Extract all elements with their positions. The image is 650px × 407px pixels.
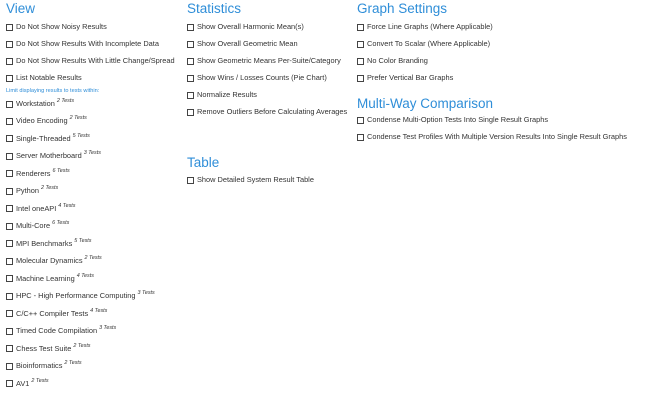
option-label: Condense Multi-Option Tests Into Single Result Graphs: [367, 115, 549, 124]
checkbox[interactable]: [6, 58, 13, 65]
checkbox[interactable]: [357, 134, 364, 141]
option-no-color-branding[interactable]: [357, 55, 650, 67]
suite-test-count: 4 Tests: [76, 272, 94, 279]
suite-name: Timed Code Compilation: [16, 326, 98, 336]
checkbox[interactable]: [187, 58, 194, 65]
suite-list: [6, 98, 186, 390]
suite-test-count: 2 Tests: [84, 255, 102, 262]
suite-item[interactable]: [6, 115, 186, 127]
checkbox[interactable]: [357, 41, 364, 48]
suite-name: Workstation: [16, 99, 55, 108]
checkbox[interactable]: [187, 75, 194, 82]
option-harmonic-mean[interactable]: [187, 21, 357, 33]
option-condense-test-profiles[interactable]: [357, 131, 650, 143]
suite-name: Server Motherboard: [16, 151, 82, 161]
multi-way-options: [357, 114, 650, 143]
suite-test-count: 6 Tests: [52, 220, 70, 227]
graph-settings-heading: Graph Settings: [357, 1, 448, 16]
checkbox[interactable]: [6, 345, 13, 352]
checkbox[interactable]: [357, 24, 364, 31]
checkbox[interactable]: [6, 24, 13, 31]
option-remove-outliers[interactable]: [187, 106, 357, 118]
checkbox[interactable]: [6, 258, 13, 265]
suite-test-count: 2 Tests: [73, 342, 91, 349]
statistics-column: [187, 0, 357, 186]
checkbox[interactable]: [6, 41, 13, 48]
checkbox[interactable]: [6, 188, 13, 195]
suite-test-count: 2 Tests: [56, 98, 75, 104]
option-label: No Color Branding: [367, 56, 428, 65]
checkbox[interactable]: [6, 101, 13, 108]
suite-test-count: 2 Tests: [64, 360, 82, 367]
option-label: Normalize Results: [197, 90, 257, 99]
suite-name: Machine Learning: [16, 273, 75, 283]
checkbox[interactable]: [187, 177, 194, 184]
suite-item[interactable]: [6, 98, 186, 110]
suite-name: Renderers: [16, 168, 51, 178]
option-no-little-change[interactable]: [6, 55, 186, 67]
suite-name: MPI Benchmarks: [16, 238, 73, 248]
option-label: Prefer Vertical Bar Graphs: [367, 73, 454, 82]
suite-test-count: 5 Tests: [74, 237, 92, 244]
suite-item[interactable]: [6, 238, 186, 250]
suite-item[interactable]: [6, 360, 186, 372]
suite-name: Single-Threaded: [16, 133, 71, 143]
suite-test-count: 3 Tests: [99, 325, 117, 332]
option-label: List Notable Results: [16, 73, 82, 82]
graph-settings-column: [357, 0, 650, 143]
suite-name: Chess Test Suite: [16, 343, 72, 353]
suite-name: AV1: [16, 378, 30, 388]
suite-item[interactable]: [6, 185, 186, 197]
option-normalize-results[interactable]: [187, 89, 357, 101]
suite-name: HPC - High Performance Computing: [16, 291, 136, 301]
option-label: Do Not Show Noisy Results: [16, 22, 107, 31]
suite-item[interactable]: [6, 290, 186, 302]
suite-test-count: 2 Tests: [69, 115, 87, 122]
graph-settings-options: [357, 21, 650, 84]
suite-item[interactable]: [6, 220, 186, 232]
option-label: Remove Outliers Before Calculating Averages: [197, 107, 348, 116]
suite-name: Intel oneAPI: [16, 203, 57, 213]
checkbox[interactable]: [6, 223, 13, 230]
suite-item[interactable]: [6, 168, 186, 180]
suite-name: Bioinformatics: [16, 361, 63, 371]
checkbox[interactable]: [6, 275, 13, 282]
checkbox[interactable]: [357, 75, 364, 82]
option-label: Do Not Show Results With Incomplete Data: [16, 39, 159, 48]
checkbox[interactable]: [6, 135, 13, 142]
option-list-notable-results[interactable]: [6, 72, 186, 84]
suite-item[interactable]: [6, 255, 186, 267]
suite-name: C/C++ Compiler Tests: [16, 308, 89, 318]
checkbox[interactable]: [6, 153, 13, 160]
suite-name: Molecular Dynamics: [16, 256, 83, 266]
checkbox[interactable]: [6, 170, 13, 177]
option-vertical-bar-graphs[interactable]: [357, 72, 650, 84]
suite-test-count: 4 Tests: [58, 202, 76, 209]
suite-item[interactable]: [6, 203, 186, 215]
view-column: [6, 0, 186, 395]
option-condense-multi-option[interactable]: [357, 114, 650, 126]
option-label: Force Line Graphs (Where Applicable): [367, 22, 493, 31]
checkbox[interactable]: [187, 24, 194, 31]
suite-test-count: 3 Tests: [83, 150, 101, 157]
option-convert-to-scalar[interactable]: [357, 38, 650, 50]
option-label: Condense Test Profiles With Multiple Version Results Into Single Result Graphs: [367, 132, 627, 141]
option-label: Convert To Scalar (Where Applicable): [367, 39, 491, 48]
statistics-options: [187, 21, 357, 118]
suite-test-count: 2 Tests: [41, 185, 59, 192]
table-heading: Table: [187, 155, 220, 170]
suite-test-count: 6 Tests: [52, 167, 70, 174]
option-geometric-means-per-suite[interactable]: [187, 55, 357, 67]
suite-item[interactable]: [6, 325, 186, 337]
suite-name: Video Encoding: [16, 116, 68, 126]
limit-note: Limit displaying results to tests within:: [6, 88, 100, 94]
option-no-noisy-results[interactable]: [6, 21, 186, 33]
suite-test-count: 4 Tests: [90, 307, 108, 314]
checkbox[interactable]: [6, 240, 13, 247]
option-label: Show Detailed System Result Table: [197, 175, 314, 184]
option-label: Show Overall Harmonic Mean(s): [197, 22, 304, 31]
suite-test-count: 5 Tests: [72, 132, 90, 139]
checkbox[interactable]: [6, 310, 13, 317]
checkbox[interactable]: [357, 117, 364, 124]
checkbox[interactable]: [6, 205, 13, 212]
checkbox[interactable]: [187, 92, 194, 99]
option-label: Show Wins / Losses Counts (Pie Chart): [197, 73, 327, 82]
checkbox[interactable]: [357, 58, 364, 65]
checkbox[interactable]: [6, 75, 13, 82]
checkbox[interactable]: [6, 118, 13, 125]
checkbox[interactable]: [6, 293, 13, 300]
suite-name: Python: [16, 186, 40, 196]
suite-item[interactable]: [6, 343, 186, 355]
view-options: [6, 21, 186, 390]
suite-test-count: 3 Tests: [137, 290, 155, 297]
suite-name: Multi-Core: [16, 221, 51, 231]
option-no-incomplete-data[interactable]: [6, 38, 186, 50]
option-force-line-graphs[interactable]: [357, 21, 650, 33]
option-detailed-system-table[interactable]: [187, 174, 357, 186]
option-wins-losses[interactable]: [187, 72, 357, 84]
option-label: Do Not Show Results With Little Change/Spread: [16, 56, 175, 65]
suite-item[interactable]: [6, 308, 186, 320]
checkbox[interactable]: [6, 380, 13, 387]
suite-test-count: 2 Tests: [31, 377, 49, 384]
option-geometric-mean[interactable]: [187, 38, 357, 50]
suite-item[interactable]: [6, 133, 186, 145]
option-label: Show Overall Geometric Mean: [197, 39, 298, 48]
view-heading: View: [6, 1, 36, 16]
suite-item[interactable]: [6, 150, 186, 162]
statistics-heading: Statistics: [187, 1, 242, 16]
suite-item[interactable]: [6, 378, 186, 390]
checkbox[interactable]: [187, 109, 194, 116]
checkbox[interactable]: [6, 363, 13, 370]
option-label: Show Geometric Means Per-Suite/Category: [197, 56, 341, 65]
checkbox[interactable]: [6, 328, 13, 335]
suite-item[interactable]: [6, 273, 186, 285]
multi-way-heading: Multi-Way Comparison: [357, 96, 494, 111]
table-options: [187, 174, 357, 186]
checkbox[interactable]: [187, 41, 194, 48]
